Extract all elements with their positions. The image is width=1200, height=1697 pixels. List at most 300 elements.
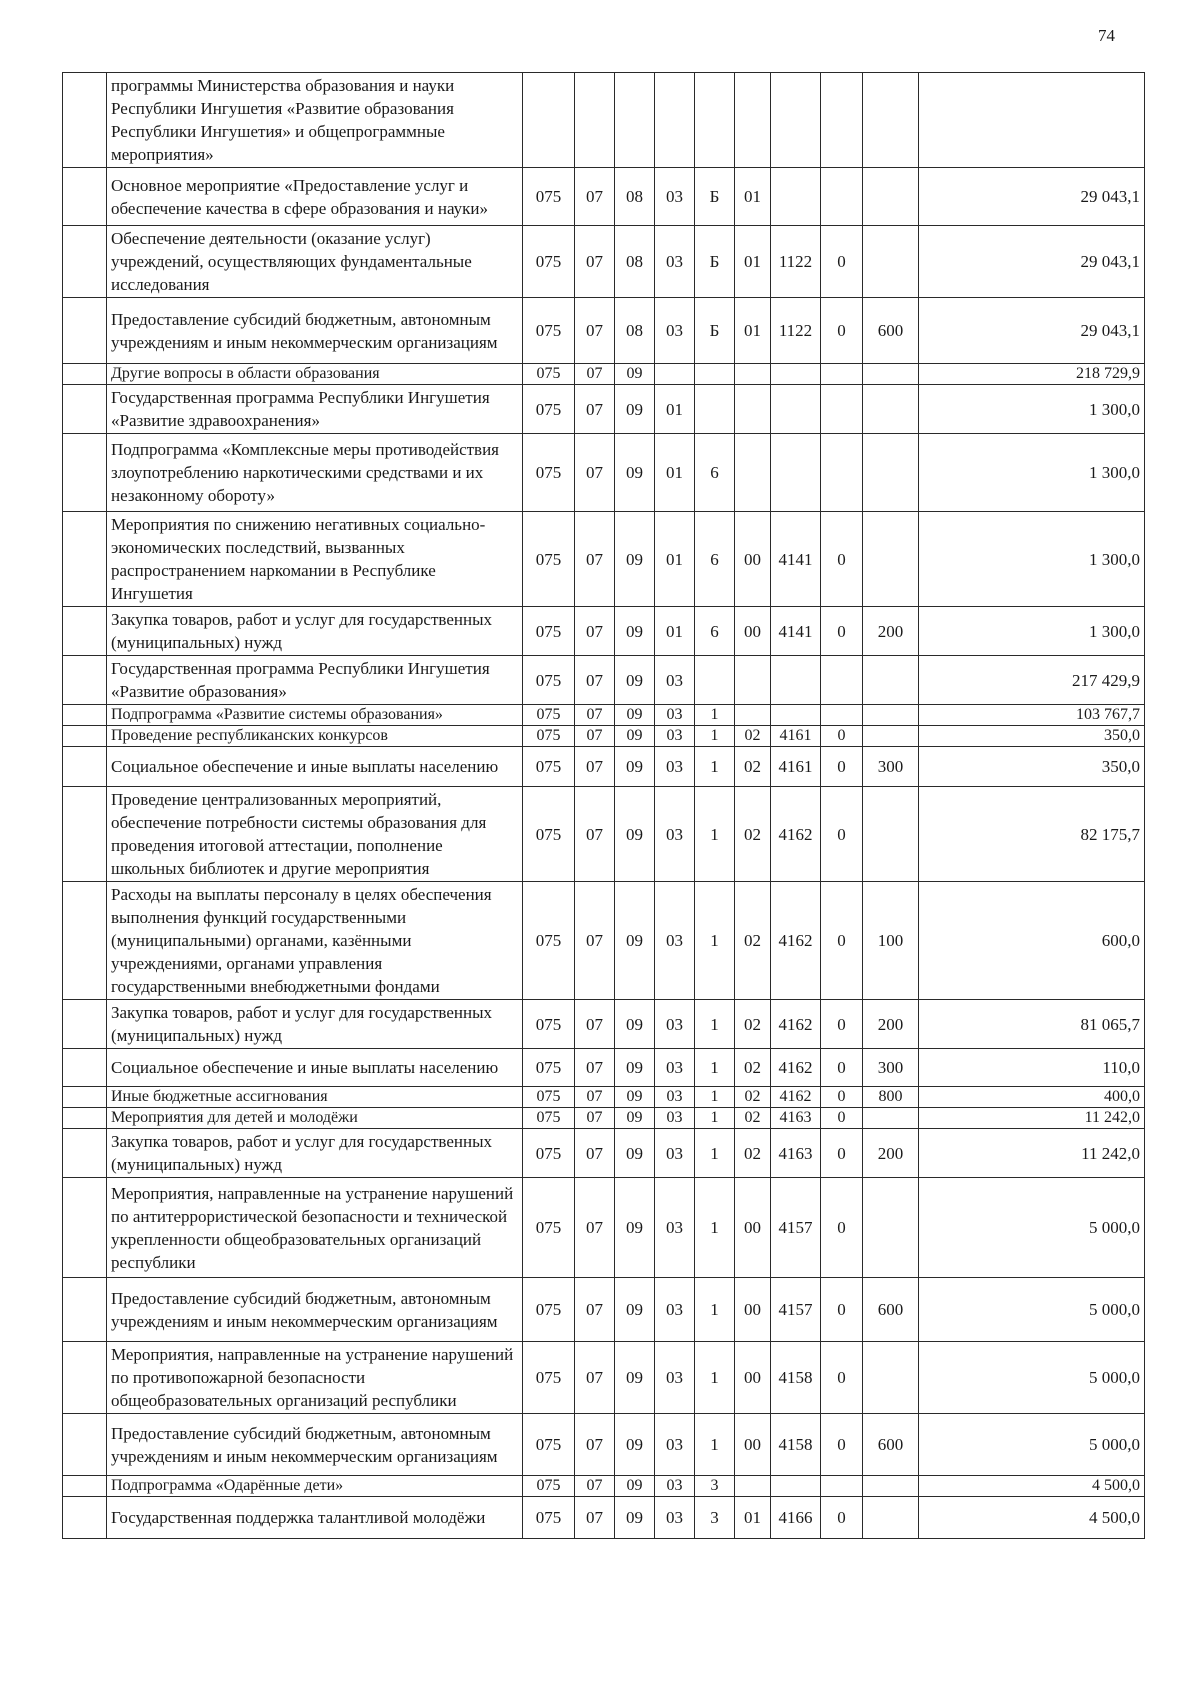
expense-type-code	[863, 226, 919, 298]
direction-code	[771, 1476, 821, 1497]
amount: 350,0	[919, 726, 1145, 747]
subsection-code: 09	[615, 512, 655, 607]
direction-code	[771, 73, 821, 168]
table-row	[63, 1087, 1145, 1108]
subsection-code: 09	[615, 1108, 655, 1129]
activity-code	[735, 434, 771, 512]
activity-code: 00	[735, 1342, 771, 1414]
subsection-code: 09	[615, 434, 655, 512]
subprogram-code: 1	[695, 1108, 735, 1129]
section-code: 07	[575, 1000, 615, 1049]
table-row	[63, 1476, 1145, 1497]
subsection-code: 09	[615, 385, 655, 434]
source-code: 0	[821, 1178, 863, 1278]
section-code: 07	[575, 607, 615, 656]
subprogram-code: Б	[695, 168, 735, 226]
row-index-cell	[63, 1178, 107, 1278]
table-row	[63, 226, 1145, 298]
program-code: 03	[655, 1049, 695, 1087]
activity-code: 00	[735, 1178, 771, 1278]
expense-name: Предоставление субсидий бюджетным, автономным учреждениям и иным некоммерческим организациям	[107, 298, 523, 364]
direction-code	[771, 705, 821, 726]
ministry-code: 075	[523, 1129, 575, 1178]
source-code	[821, 73, 863, 168]
subprogram-code	[695, 385, 735, 434]
source-code: 0	[821, 607, 863, 656]
row-index-cell	[63, 1129, 107, 1178]
table-row	[63, 385, 1145, 434]
ministry-code: 075	[523, 726, 575, 747]
source-code: 0	[821, 1000, 863, 1049]
subprogram-code: 1	[695, 747, 735, 787]
budget-table	[62, 72, 1145, 1539]
subsection-code: 09	[615, 726, 655, 747]
program-code	[655, 364, 695, 385]
expense-name: программы Министерства образования и науки Республики Ингушетия «Развитие образования Республики Ингушетия» и общепрограммные мероприятия»	[107, 73, 523, 168]
row-index-cell	[63, 1278, 107, 1342]
subprogram-code: 3	[695, 1497, 735, 1539]
table-row	[63, 73, 1145, 168]
program-code: 03	[655, 1414, 695, 1476]
program-code: 03	[655, 1476, 695, 1497]
expense-name: Государственная поддержка талантливой молодёжи	[107, 1497, 523, 1539]
table-row	[63, 787, 1145, 882]
direction-code	[771, 168, 821, 226]
row-index-cell	[63, 1087, 107, 1108]
activity-code: 02	[735, 882, 771, 1000]
amount: 29 043,1	[919, 226, 1145, 298]
subsection-code: 09	[615, 1414, 655, 1476]
amount: 4 500,0	[919, 1497, 1145, 1539]
activity-code: 01	[735, 168, 771, 226]
direction-code: 4161	[771, 726, 821, 747]
page-number: 74	[1098, 26, 1115, 45]
section-code: 07	[575, 656, 615, 705]
subsection-code: 09	[615, 1000, 655, 1049]
expense-name: Предоставление субсидий бюджетным, автономным учреждениям и иным некоммерческим организациям	[107, 1278, 523, 1342]
ministry-code: 075	[523, 1049, 575, 1087]
expense-type-code	[863, 1476, 919, 1497]
subprogram-code: 6	[695, 607, 735, 656]
subprogram-code: Б	[695, 226, 735, 298]
amount: 110,0	[919, 1049, 1145, 1087]
expense-name: Проведение республиканских конкурсов	[107, 726, 523, 747]
row-index-cell	[63, 73, 107, 168]
ministry-code: 075	[523, 1278, 575, 1342]
budget-table-container	[62, 72, 1144, 1539]
expense-type-code	[863, 364, 919, 385]
direction-code: 4162	[771, 1049, 821, 1087]
section-code: 07	[575, 512, 615, 607]
program-code: 03	[655, 1108, 695, 1129]
row-index-cell	[63, 1000, 107, 1049]
subsection-code: 08	[615, 168, 655, 226]
ministry-code: 075	[523, 226, 575, 298]
expense-name: Другие вопросы в области образования	[107, 364, 523, 385]
row-index-cell	[63, 726, 107, 747]
subsection-code: 09	[615, 1342, 655, 1414]
direction-code: 4157	[771, 1178, 821, 1278]
section-code: 07	[575, 1414, 615, 1476]
table-row	[63, 1108, 1145, 1129]
subsection-code: 09	[615, 1049, 655, 1087]
subprogram-code: 3	[695, 1476, 735, 1497]
direction-code: 4162	[771, 1000, 821, 1049]
table-row	[63, 1000, 1145, 1049]
expense-name: Подпрограмма «Комплексные меры противодействия злоупотреблению наркотическими средствами и их незаконному обороту»	[107, 434, 523, 512]
subsection-code: 09	[615, 705, 655, 726]
row-index-cell	[63, 434, 107, 512]
section-code: 07	[575, 364, 615, 385]
ministry-code: 075	[523, 298, 575, 364]
source-code: 0	[821, 787, 863, 882]
subprogram-code: 1	[695, 1414, 735, 1476]
subprogram-code: 1	[695, 1087, 735, 1108]
activity-code: 00	[735, 607, 771, 656]
ministry-code: 075	[523, 168, 575, 226]
program-code: 03	[655, 1178, 695, 1278]
expense-type-code	[863, 656, 919, 705]
program-code: 03	[655, 705, 695, 726]
table-row	[63, 434, 1145, 512]
direction-code	[771, 656, 821, 705]
amount: 5 000,0	[919, 1178, 1145, 1278]
subprogram-code: 1	[695, 705, 735, 726]
source-code: 0	[821, 1342, 863, 1414]
section-code: 07	[575, 1108, 615, 1129]
ministry-code: 075	[523, 787, 575, 882]
section-code: 07	[575, 726, 615, 747]
amount: 1 300,0	[919, 512, 1145, 607]
section-code: 07	[575, 1497, 615, 1539]
subprogram-code: 6	[695, 512, 735, 607]
row-index-cell	[63, 656, 107, 705]
source-code: 0	[821, 226, 863, 298]
amount: 350,0	[919, 747, 1145, 787]
subsection-code: 09	[615, 1278, 655, 1342]
source-code: 0	[821, 1278, 863, 1342]
row-index-cell	[63, 787, 107, 882]
program-code	[655, 73, 695, 168]
direction-code: 4162	[771, 787, 821, 882]
source-code: 0	[821, 882, 863, 1000]
expense-type-code	[863, 385, 919, 434]
ministry-code: 075	[523, 1497, 575, 1539]
source-code: 0	[821, 726, 863, 747]
expense-name: Государственная программа Республики Ингушетия «Развитие здравоохранения»	[107, 385, 523, 434]
ministry-code: 075	[523, 747, 575, 787]
section-code: 07	[575, 705, 615, 726]
direction-code: 4163	[771, 1129, 821, 1178]
row-index-cell	[63, 882, 107, 1000]
expense-name: Мероприятия для детей и молодёжи	[107, 1108, 523, 1129]
source-code: 0	[821, 1049, 863, 1087]
direction-code: 1122	[771, 226, 821, 298]
subprogram-code: 1	[695, 787, 735, 882]
subprogram-code: 1	[695, 1000, 735, 1049]
direction-code: 4157	[771, 1278, 821, 1342]
section-code: 07	[575, 1278, 615, 1342]
expense-name: Расходы на выплаты персоналу в целях обеспечения выполнения функций государственными (муниципальными) органами, казёнными учреждениями, органами управления государственными внебюджетными фондами	[107, 882, 523, 1000]
row-index-cell	[63, 747, 107, 787]
expense-name: Социальное обеспечение и иные выплаты населению	[107, 1049, 523, 1087]
table-row	[63, 1414, 1145, 1476]
expense-name: Закупка товаров, работ и услуг для государственных (муниципальных) нужд	[107, 1000, 523, 1049]
expense-type-code	[863, 434, 919, 512]
section-code: 07	[575, 1129, 615, 1178]
expense-type-code: 800	[863, 1087, 919, 1108]
expense-type-code: 600	[863, 1414, 919, 1476]
ministry-code: 075	[523, 1178, 575, 1278]
source-code	[821, 705, 863, 726]
section-code: 07	[575, 1342, 615, 1414]
expense-name: Предоставление субсидий бюджетным, автономным учреждениям и иным некоммерческим организациям	[107, 1414, 523, 1476]
subprogram-code: 1	[695, 1129, 735, 1178]
subsection-code: 08	[615, 298, 655, 364]
row-index-cell	[63, 1497, 107, 1539]
expense-name: Социальное обеспечение и иные выплаты населению	[107, 747, 523, 787]
section-code: 07	[575, 882, 615, 1000]
section-code: 07	[575, 747, 615, 787]
direction-code	[771, 434, 821, 512]
expense-name: Государственная программа Республики Ингушетия «Развитие образования»	[107, 656, 523, 705]
subprogram-code: 1	[695, 882, 735, 1000]
activity-code: 02	[735, 747, 771, 787]
section-code: 07	[575, 1049, 615, 1087]
activity-code	[735, 1476, 771, 1497]
expense-type-code	[863, 705, 919, 726]
row-index-cell	[63, 1049, 107, 1087]
amount: 1 300,0	[919, 607, 1145, 656]
ministry-code: 075	[523, 1000, 575, 1049]
amount: 11 242,0	[919, 1129, 1145, 1178]
subsection-code: 09	[615, 1087, 655, 1108]
source-code: 0	[821, 1129, 863, 1178]
expense-name: Закупка товаров, работ и услуг для государственных (муниципальных) нужд	[107, 1129, 523, 1178]
table-row	[63, 705, 1145, 726]
table-row	[63, 882, 1145, 1000]
section-code: 07	[575, 1178, 615, 1278]
expense-name: Проведение централизованных мероприятий, обеспечение потребности системы образования для проведения итоговой аттестации, пополнение школьных библиотек и другие мероприятия	[107, 787, 523, 882]
expense-type-code: 300	[863, 1049, 919, 1087]
amount: 400,0	[919, 1087, 1145, 1108]
expense-name: Мероприятия по снижению негативных социально-экономических последствий, вызванных распространением наркомании в Республике Ингушетия	[107, 512, 523, 607]
program-code: 03	[655, 882, 695, 1000]
activity-code: 02	[735, 726, 771, 747]
activity-code	[735, 364, 771, 385]
expense-type-code	[863, 1108, 919, 1129]
row-index-cell	[63, 512, 107, 607]
subsection-code: 09	[615, 1178, 655, 1278]
activity-code	[735, 705, 771, 726]
amount: 81 065,7	[919, 1000, 1145, 1049]
amount: 5 000,0	[919, 1342, 1145, 1414]
amount: 82 175,7	[919, 787, 1145, 882]
program-code: 03	[655, 787, 695, 882]
subsection-code: 09	[615, 607, 655, 656]
source-code: 0	[821, 1108, 863, 1129]
row-index-cell	[63, 168, 107, 226]
expense-name: Мероприятия, направленные на устранение нарушений по антитеррористической безопасности и технической укрепленности общеобразовательных организаций республики	[107, 1178, 523, 1278]
ministry-code: 075	[523, 1087, 575, 1108]
program-code: 03	[655, 298, 695, 364]
expense-type-code	[863, 787, 919, 882]
expense-name: Подпрограмма «Одарённые дети»	[107, 1476, 523, 1497]
ministry-code	[523, 73, 575, 168]
amount: 103 767,7	[919, 705, 1145, 726]
section-code: 07	[575, 385, 615, 434]
subprogram-code: 1	[695, 1278, 735, 1342]
program-code: 03	[655, 726, 695, 747]
source-code	[821, 434, 863, 512]
expense-name: Закупка товаров, работ и услуг для государственных (муниципальных) нужд	[107, 607, 523, 656]
subprogram-code	[695, 364, 735, 385]
section-code: 07	[575, 787, 615, 882]
ministry-code: 075	[523, 385, 575, 434]
amount: 217 429,9	[919, 656, 1145, 705]
program-code: 03	[655, 656, 695, 705]
expense-name: Основное мероприятие «Предоставление услуг и обеспечение качества в сфере образования и науки»	[107, 168, 523, 226]
subsection-code: 09	[615, 364, 655, 385]
subprogram-code: Б	[695, 298, 735, 364]
activity-code: 02	[735, 787, 771, 882]
table-row	[63, 656, 1145, 705]
amount: 29 043,1	[919, 168, 1145, 226]
activity-code: 01	[735, 1497, 771, 1539]
expense-type-code: 200	[863, 1129, 919, 1178]
table-row	[63, 298, 1145, 364]
expense-type-code	[863, 1497, 919, 1539]
amount: 218 729,9	[919, 364, 1145, 385]
row-index-cell	[63, 1476, 107, 1497]
subsection-code: 09	[615, 747, 655, 787]
program-code: 03	[655, 1497, 695, 1539]
subprogram-code: 1	[695, 1342, 735, 1414]
direction-code: 4158	[771, 1414, 821, 1476]
amount: 5 000,0	[919, 1278, 1145, 1342]
activity-code: 02	[735, 1049, 771, 1087]
program-code: 01	[655, 434, 695, 512]
activity-code: 00	[735, 1414, 771, 1476]
expense-type-code	[863, 1178, 919, 1278]
ministry-code: 075	[523, 1414, 575, 1476]
direction-code: 4141	[771, 512, 821, 607]
row-index-cell	[63, 705, 107, 726]
amount: 4 500,0	[919, 1476, 1145, 1497]
source-code: 0	[821, 1087, 863, 1108]
program-code: 01	[655, 607, 695, 656]
section-code: 07	[575, 168, 615, 226]
section-code: 07	[575, 1476, 615, 1497]
subsection-code: 09	[615, 882, 655, 1000]
table-row	[63, 1178, 1145, 1278]
subsection-code: 09	[615, 1497, 655, 1539]
program-code: 03	[655, 1278, 695, 1342]
ministry-code: 075	[523, 656, 575, 705]
activity-code: 01	[735, 226, 771, 298]
subsection-code: 09	[615, 1129, 655, 1178]
direction-code: 4162	[771, 882, 821, 1000]
source-code: 0	[821, 298, 863, 364]
table-row	[63, 726, 1145, 747]
direction-code: 4141	[771, 607, 821, 656]
expense-type-code: 600	[863, 298, 919, 364]
expense-type-code	[863, 168, 919, 226]
source-code	[821, 364, 863, 385]
table-row	[63, 512, 1145, 607]
row-index-cell	[63, 1108, 107, 1129]
program-code: 03	[655, 1087, 695, 1108]
direction-code: 4162	[771, 1087, 821, 1108]
direction-code: 4163	[771, 1108, 821, 1129]
activity-code: 02	[735, 1108, 771, 1129]
source-code	[821, 168, 863, 226]
expense-type-code	[863, 73, 919, 168]
activity-code	[735, 73, 771, 168]
subprogram-code: 1	[695, 1049, 735, 1087]
table-row	[63, 1497, 1145, 1539]
program-code: 01	[655, 512, 695, 607]
ministry-code: 075	[523, 1108, 575, 1129]
table-row	[63, 1129, 1145, 1178]
table-row	[63, 364, 1145, 385]
program-code: 03	[655, 168, 695, 226]
program-code: 03	[655, 1129, 695, 1178]
program-code: 03	[655, 1342, 695, 1414]
source-code: 0	[821, 512, 863, 607]
table-row	[63, 1049, 1145, 1087]
direction-code	[771, 364, 821, 385]
source-code	[821, 385, 863, 434]
expense-type-code	[863, 726, 919, 747]
program-code: 03	[655, 226, 695, 298]
source-code	[821, 1476, 863, 1497]
source-code	[821, 656, 863, 705]
activity-code: 02	[735, 1087, 771, 1108]
activity-code: 02	[735, 1129, 771, 1178]
subsection-code: 09	[615, 656, 655, 705]
direction-code: 1122	[771, 298, 821, 364]
subsection-code: 08	[615, 226, 655, 298]
table-row	[63, 1278, 1145, 1342]
amount: 29 043,1	[919, 298, 1145, 364]
row-index-cell	[63, 298, 107, 364]
row-index-cell	[63, 607, 107, 656]
source-code: 0	[821, 1414, 863, 1476]
amount: 5 000,0	[919, 1414, 1145, 1476]
activity-code: 00	[735, 1278, 771, 1342]
section-code: 07	[575, 434, 615, 512]
activity-code: 02	[735, 1000, 771, 1049]
expense-type-code: 300	[863, 747, 919, 787]
ministry-code: 075	[523, 882, 575, 1000]
subprogram-code: 6	[695, 434, 735, 512]
program-code: 03	[655, 747, 695, 787]
subsection-code: 09	[615, 1476, 655, 1497]
direction-code: 4158	[771, 1342, 821, 1414]
subsection-code: 09	[615, 787, 655, 882]
ministry-code: 075	[523, 1342, 575, 1414]
expense-name: Иные бюджетные ассигнования	[107, 1087, 523, 1108]
expense-type-code	[863, 512, 919, 607]
ministry-code: 075	[523, 434, 575, 512]
activity-code	[735, 656, 771, 705]
ministry-code: 075	[523, 512, 575, 607]
section-code: 07	[575, 1087, 615, 1108]
expense-name: Подпрограмма «Развитие системы образования»	[107, 705, 523, 726]
amount: 1 300,0	[919, 434, 1145, 512]
amount	[919, 73, 1145, 168]
